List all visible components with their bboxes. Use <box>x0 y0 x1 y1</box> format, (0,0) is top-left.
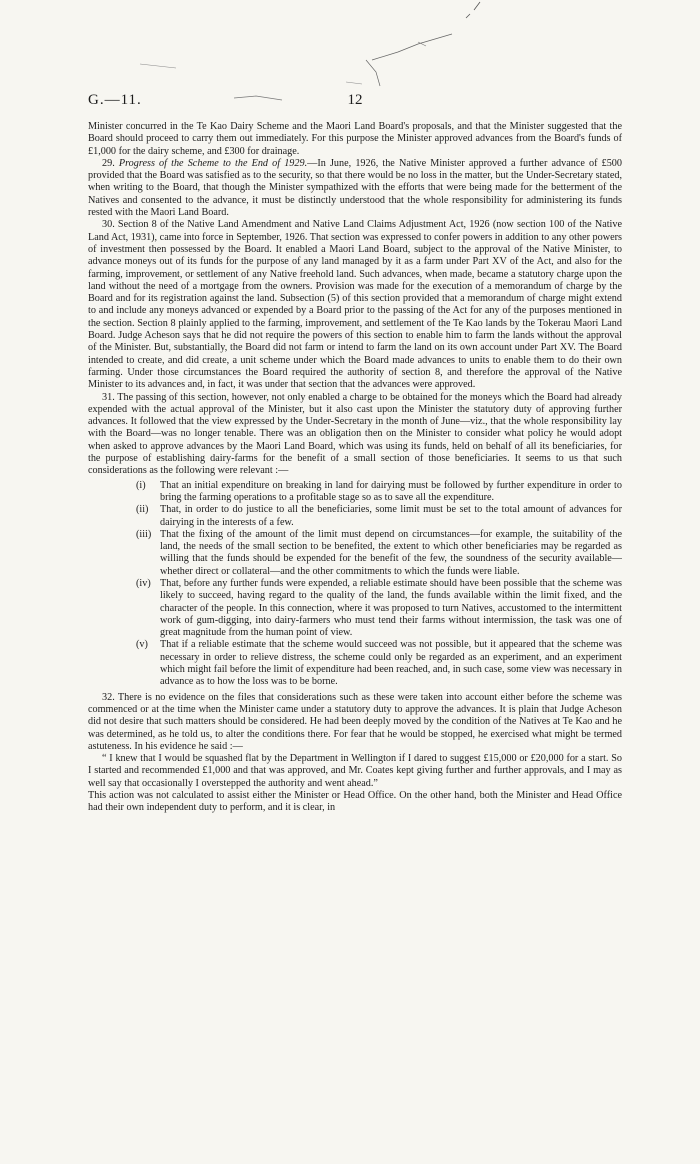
list-item-text: That an initial expenditure on breaking in land for dairying must be followed by further expenditure in order to bring the farming operations to a profitable stage so as to save all the expenditure. <box>160 479 622 503</box>
paragraph-30: 30. Section 8 of the Native Land Amendment and Native Land Claims Adjustment Act, 1926 (now section 100 of the Native Land Act, 1931), came into force in September, 1926. That section was expressed to confer powers in addition to any other powers of investment then possessed by the Board. It enabled a Maori Land Board, subject to the approval of the Native Minister, to advance moneys out of its funds for the purpose of any land managed by it as a farm under Part XV of the Act, and also for the farming, improvement, or settlement of any Native freehold land. Such advances, when made, became a statutory charge upon the land without the need of a mortgage from the owners. Provision was made for the execution of a memorandum of charge by the Board and for its registration against the land. Subsection (5) of this section provided that a memorandum of charge might extend to and include any moneys advanced or expended by a Board prior to the passing of the Act for any of the purposes mentioned in the section. Section 8 plainly applied to the farming, improvement, and settlement of the Te Kao lands by the Tokerau Maori Land Board. Judge Acheson says that he did not require the powers of this section to enable him to farm the lands without the approval of the Minister. But, substantially, the Board did not farm or intend to farm the land on its own account under Part XV. The Board intended to create, and did create, a unit scheme under which the Board made advances to units to enable them to do their own farming. Under those circumstances the Board required the authority of section 8, and therefore the approval of the Native Minister to its advances and, in fact, it was under that section that the advances were approved. <box>88 219 622 391</box>
list-item <box>136 578 622 639</box>
evidence-quote: “ I knew that I would be squashed flat by the Department in Wellington if I dared to suggest £15,000 or £20,000 for a start. So I started and recommended £1,000 and that was approved, and Mr. Coates kept giving further and further approvals, and I may as well say that occasionally I overstepped the authority and went ahead.” <box>88 753 622 789</box>
considerations-list <box>136 480 622 689</box>
paragraph-31: 31. The passing of this section, however, not only enabled a charge to be obtained for the moneys which the Board had already expended with the actual approval of the Minister, but it also cast upon the Minister the statutory duty of approving further advances. It followed that the view expressed by the Under-Secretary in the month of June—viz., that the whole responsibility lay with the Board—was no longer tenable. There was an obligation then on the Minister to consider what policy he would adopt when asked to approve advances by the Maori Land Board, which was using its funds, held on behalf of all its beneficiaries, for the purpose of establishing dairy-farms for the benefit of a small section of those beneficiaries. It seems to us that such considerations as the following were relevant :— <box>88 391 622 477</box>
paragraph-29-body: —In June, 1926, the Native Minister approved a further advance of £500 provided that the Board was satisfied as to the security, so that there would be no loss in the matter, but the Under-Secretary stated, when writing to the Board, that though the Minister sympathized with the efforts that were being made for the betterment of the Natives and consented to the advance, it must be distinctly understood that the whole responsibility for administering its funds rested with the Maori Land Board. <box>88 157 622 219</box>
paragraph-28-continuation: Minister concurred in the Te Kao Dairy Scheme and the Maori Land Board's proposals, and that the Minister suggested that the Board should proceed to carry them out immediately. For this purpose the Minister approved advances from the Board's funds of £1,000 for the dairy scheme, and £300 for drainage. <box>88 121 622 157</box>
page-body <box>88 121 622 815</box>
list-marker: (iii) <box>136 528 152 540</box>
paragraph-29-number: 29. <box>102 157 115 169</box>
list-marker: (i) <box>136 479 146 491</box>
list-item <box>136 480 622 505</box>
list-item-text: That, in order to do justice to all the beneficiaries, some limit must be set to the total amount of advances for dairying in the interests of a few. <box>160 504 622 528</box>
paragraph-29 <box>88 158 622 219</box>
paragraph-final: This action was not calculated to assist either the Minister or Head Office. On the other hand, both the Minister and Head Office had their own independent duty to perform, and it is clear, in <box>88 790 622 814</box>
list-item-text: That the fixing of the amount of the limit must depend on circumstances—for example, the suitability of the land, the needs of the small section to be benefited, the extent to which other beneficiaries may be regarded as willing that the funds should be expended for the benefit of the few, the soundness of the security available—whether direct or collateral—and the other commitments to which the funds were liable. <box>160 528 622 577</box>
list-item-text: That if a reliable estimate that the scheme would succeed was not possible, but it appeared that the scheme was necessary in order to relieve distress, the scheme could only be regarded as an experiment, and an experiment which might fail before the limit of expenditure had been reached, and, in such case, some view was necessary in advance as to how the loss was to be borne. <box>160 639 622 688</box>
page-header <box>88 92 622 112</box>
list-item <box>136 504 622 529</box>
list-marker: (ii) <box>136 504 149 516</box>
paragraph-32: 32. There is no evidence on the files that considerations such as these were taken into account either before the scheme was commenced or at the time when the Minister came under a statutory duty to approve the advances. It is plain that Judge Acheson did not desire that such matters should be considered. He had been deeply moved by the condition of the Natives at Te Kao and he was determined, as he told us, to alter the conditions there. For fear that he would be stopped, he exercised what might be termed astuteness. In his evidence he said :— <box>88 691 622 752</box>
list-item <box>136 529 622 578</box>
list-item-text: That, before any further funds were expended, a reliable estimate should have been possible that the scheme was likely to succeed, having regard to the quality of the land, the funds available within the limit fixed, and the character of the people. In this connection, where it was proposed to turn Natives, accustomed to the intermittent work of gum-digging, into dairy-farmers who must tend their farms without intermission, the task was one of great magnitude from the human point of view. <box>160 577 622 639</box>
list-marker: (v) <box>136 639 148 651</box>
paragraph-29-heading: Progress of the Scheme to the End of 1929. <box>118 157 308 169</box>
list-marker: (iv) <box>136 577 151 589</box>
list-item <box>136 639 622 688</box>
page-number: 12 <box>347 92 363 108</box>
document-reference: G.—11. <box>88 92 142 108</box>
